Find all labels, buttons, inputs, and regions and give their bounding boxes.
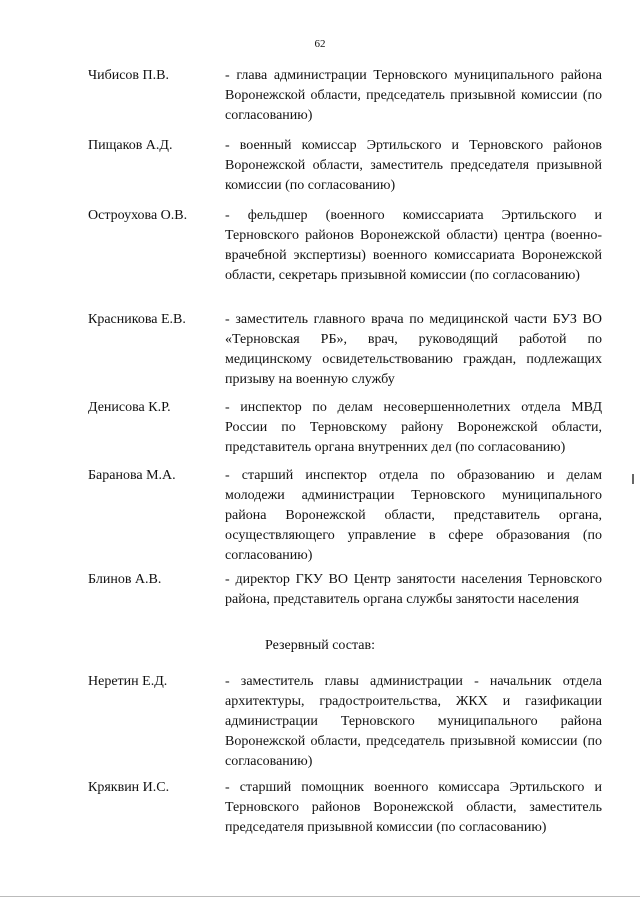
member-description: - военный комиссар Эртильского и Терновского районов Воронежской области, заместитель председателя призывной комиссии (по согласованию) bbox=[225, 138, 602, 193]
member-description: - инспектор по делам несовершеннолетних отдела МВД России по Терновскому району Воронежской области, представитель органа внутренних дел (по согласованию) bbox=[225, 400, 602, 455]
member-name: Остроухова О.В. bbox=[88, 208, 188, 223]
member-description: - старший инспектор отдела по образованию и делам молодежи администрации Терновского муниципального района Воронежской области, представитель органа, осуществляющего управление в сфере образования (по согласованию) bbox=[225, 468, 602, 563]
member-name: Чибисов П.В. bbox=[88, 68, 169, 83]
member-name: Красникова Е.В. bbox=[88, 312, 186, 327]
member-description: - заместитель главы администрации - начальник отдела архитектуры, градостроительства, ЖКХ и газификации администрации Терновского муниципального района Воронежской области, председатель призывной комиссии (по согласованию) bbox=[225, 674, 602, 769]
member-description: - глава администрации Терновского муниципального района Воронежской области, председатель призывной комиссии (по согласованию) bbox=[225, 68, 602, 123]
member-name: Блинов А.В. bbox=[88, 572, 162, 587]
member-description: - заместитель главного врача по медицинской части БУЗ ВО «Терновская РБ», врач, руководящий работой по медицинскому освидетельствованию граждан, подлежащих призыву на военную службу bbox=[225, 312, 602, 387]
page-number: 62 bbox=[314, 38, 326, 50]
member-description: - директор ГКУ ВО Центр занятости населения Терновского района, представитель органа службы занятости населения bbox=[225, 572, 602, 607]
member-description: - фельдшер (военного комиссариата Эртильского и Терновского районов Воронежской области) центра (военно-врачебной экспертизы) военного комиссариата Воронежской области, секретарь призывной комиссии (по согласованию) bbox=[225, 208, 602, 283]
member-name: Кряквин И.С. bbox=[88, 780, 170, 795]
reserve-heading: Резервный состав: bbox=[264, 638, 375, 653]
member-name: Неретин Е.Д. bbox=[88, 674, 168, 689]
member-name: Баранова М.А. bbox=[88, 468, 176, 483]
scan-margin-mark bbox=[632, 474, 634, 484]
page-bottom-edge bbox=[0, 896, 640, 897]
member-name: Денисова К.Р. bbox=[88, 400, 171, 415]
member-name: Пищаков А.Д. bbox=[88, 138, 173, 153]
member-description: - старший помощник военного комиссара Эртильского и Терновского районов Воронежской области, заместитель председателя призывной комиссии (по согласованию) bbox=[225, 780, 602, 835]
